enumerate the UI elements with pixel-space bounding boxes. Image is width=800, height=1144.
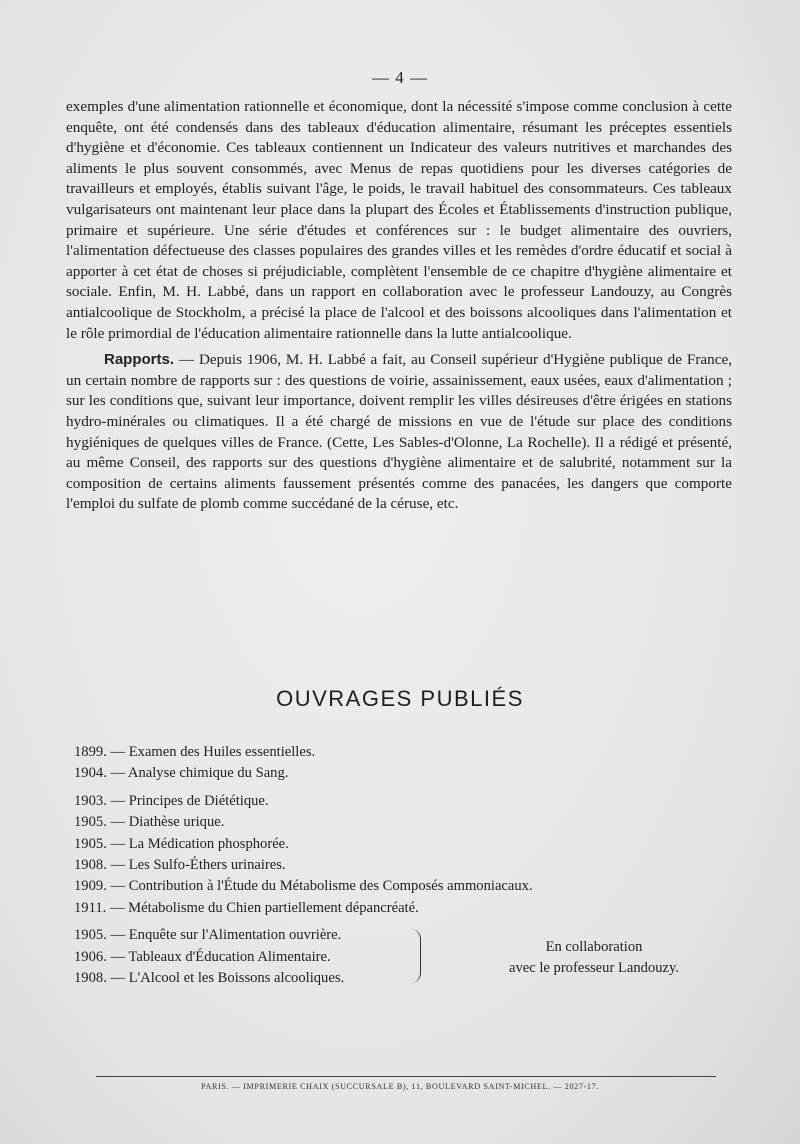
collaboration-group bbox=[74, 925, 714, 991]
work-item: 1911. — Métabolisme du Chien partiellement dépancréaté. bbox=[74, 899, 419, 916]
rapports-heading: Rapports. bbox=[104, 351, 175, 369]
work-item: 1903. — Principes de Diététique. bbox=[74, 792, 269, 809]
paragraph: exemples d'une alimentation rationnelle et économique, dont la nécessité s'impose comme conclusion à cette enquête, ont été condensés dans des tableaux d'éducation alimentaire, résumant les préceptes essentiels d'hygiène et d'économie. Ces tableaux contiennent un Indicateur des valeurs nutritives et marchandes des aliments le plus souvent consommés, avec Menus de repas quotidiens pour les diverses catégories de travailleurs et employés, établis suivant l'âge, le poids, le travail habituel des consommateurs. Ces tableaux vulgarisateurs ont maintenant leur place dans la plupart des Écoles et Établissements d'instruction publique, primaire et supérieure. Une série d'études et conférences sur : le budget alimentaire des ouvriers, l'alimentation défectueuse des classes populaires des grandes villes et les remèdes d'ordre éducatif et social à apporter à cet état de choses si préjudiciable, complètent l'ensemble de ce chapitre d'hygiène alimentaire et sociale. Enfin, M. H. Labbé, dans un rapport en collaboration avec le professeur Landouzy, au Congrès antialcoolique de Stockholm, a précisé la place de l'alcool et des boissons alcooliques dans l'alimentation et le rôle primordial de l'éducation alimentaire rationnelle dans la lutte antialcoolique. bbox=[66, 98, 732, 342]
work-item: 1905. — La Médication phosphorée. bbox=[74, 835, 289, 852]
body-text bbox=[66, 97, 732, 515]
work-item: 1908. — L'Alcool et les Boissons alcooliques. bbox=[74, 970, 345, 987]
rapports-paragraph bbox=[66, 350, 732, 515]
works-section-title: OUVRAGES PUBLIÉS bbox=[276, 686, 524, 711]
printer-imprint: PARIS. — IMPRIMERIE CHAIX (SUCCURSALE B), 11, BOULEVARD SAINT-MICHEL. — 2027-17. bbox=[201, 1082, 599, 1091]
collaboration-note-line: En collaboration bbox=[545, 939, 643, 956]
page-number: — 4 — bbox=[372, 68, 428, 87]
brace-divider bbox=[410, 929, 421, 983]
works-list bbox=[74, 742, 714, 991]
work-item: 1908. — Les Sulfo-Éthers urinaires. bbox=[74, 857, 286, 874]
work-item: 1899. — Examen des Huiles essentielles. bbox=[74, 744, 316, 760]
work-item: 1904. — Analyse chimique du Sang. bbox=[74, 765, 289, 782]
work-item: 1905. — Diathèse urique. bbox=[74, 814, 225, 831]
rapports-text: — Depuis 1906, M. H. Labbé a fait, au Conseil supérieur d'Hygiène publique de France, un certain nombre de rapports sur : des questions de voirie, assainissement, eaux usées, eaux d'alimentation ; sur les conditions que, suivant leur importance, doivent remplir les villes désireuses d'être érigées en stations hydro-minérales ou climatiques. Il a été chargé de missions en vue de l'étude sur place des conditions hygiéniques de quelques villes de France. (Cette, Les Sables-d'Olonne, La Rochelle). Il a rédigé et présenté, au même Conseil, des rapports sur des questions d'hygiène alimentaire et de salubrité, notamment sur la composition de certains aliments faussement présentés comme des panacées, les dangers que comporte l'emploi du sulfate de plomb comme succédané de la céruse, etc. bbox=[66, 351, 732, 513]
collaboration-note-line: avec le professeur Landouzy. bbox=[508, 960, 680, 977]
footer-divider bbox=[96, 1076, 716, 1077]
work-item: 1905. — Enquête sur l'Alimentation ouvrière. bbox=[74, 927, 342, 944]
works-group bbox=[74, 791, 714, 919]
work-item: 1909. — Contribution à l'Étude du Métabolisme des Composés ammoniacaux. bbox=[74, 878, 533, 895]
work-item: 1906. — Tableaux d'Éducation Alimentaire. bbox=[74, 948, 331, 965]
works-group bbox=[74, 742, 714, 785]
collaboration-list bbox=[74, 925, 344, 989]
collaboration-note bbox=[464, 937, 724, 979]
